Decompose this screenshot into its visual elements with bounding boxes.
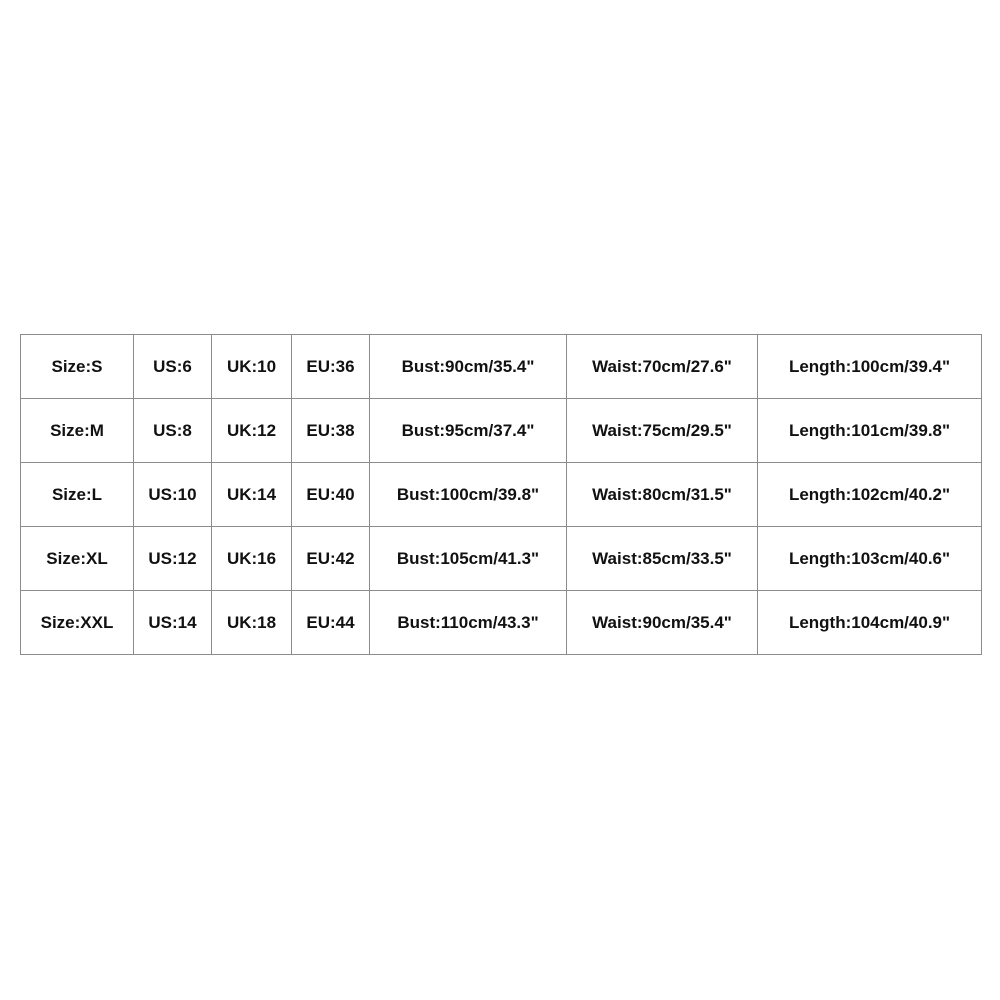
eu-size-cell: EU:44 (292, 591, 370, 655)
length-cell: Length:101cm/39.8" (758, 399, 982, 463)
eu-size-cell: EU:36 (292, 335, 370, 399)
size-cell: Size:M (21, 399, 134, 463)
uk-size-cell: UK:16 (212, 527, 292, 591)
size-chart-table (20, 334, 982, 655)
table-row (21, 399, 982, 463)
length-cell: Length:102cm/40.2" (758, 463, 982, 527)
waist-cell: Waist:80cm/31.5" (567, 463, 758, 527)
table-row (21, 463, 982, 527)
uk-size-cell: UK:14 (212, 463, 292, 527)
us-size-cell: US:12 (134, 527, 212, 591)
us-size-cell: US:14 (134, 591, 212, 655)
size-cell: Size:XL (21, 527, 134, 591)
bust-cell: Bust:100cm/39.8" (370, 463, 567, 527)
bust-cell: Bust:90cm/35.4" (370, 335, 567, 399)
length-cell: Length:104cm/40.9" (758, 591, 982, 655)
eu-size-cell: EU:42 (292, 527, 370, 591)
table-row (21, 591, 982, 655)
waist-cell: Waist:90cm/35.4" (567, 591, 758, 655)
length-cell: Length:103cm/40.6" (758, 527, 982, 591)
waist-cell: Waist:75cm/29.5" (567, 399, 758, 463)
eu-size-cell: EU:38 (292, 399, 370, 463)
size-cell: Size:XXL (21, 591, 134, 655)
us-size-cell: US:6 (134, 335, 212, 399)
us-size-cell: US:8 (134, 399, 212, 463)
table-row (21, 335, 982, 399)
length-cell: Length:100cm/39.4" (758, 335, 982, 399)
uk-size-cell: UK:18 (212, 591, 292, 655)
bust-cell: Bust:110cm/43.3" (370, 591, 567, 655)
uk-size-cell: UK:10 (212, 335, 292, 399)
us-size-cell: US:10 (134, 463, 212, 527)
table-row (21, 527, 982, 591)
waist-cell: Waist:70cm/27.6" (567, 335, 758, 399)
size-cell: Size:S (21, 335, 134, 399)
size-cell: Size:L (21, 463, 134, 527)
bust-cell: Bust:105cm/41.3" (370, 527, 567, 591)
bust-cell: Bust:95cm/37.4" (370, 399, 567, 463)
eu-size-cell: EU:40 (292, 463, 370, 527)
uk-size-cell: UK:12 (212, 399, 292, 463)
waist-cell: Waist:85cm/33.5" (567, 527, 758, 591)
